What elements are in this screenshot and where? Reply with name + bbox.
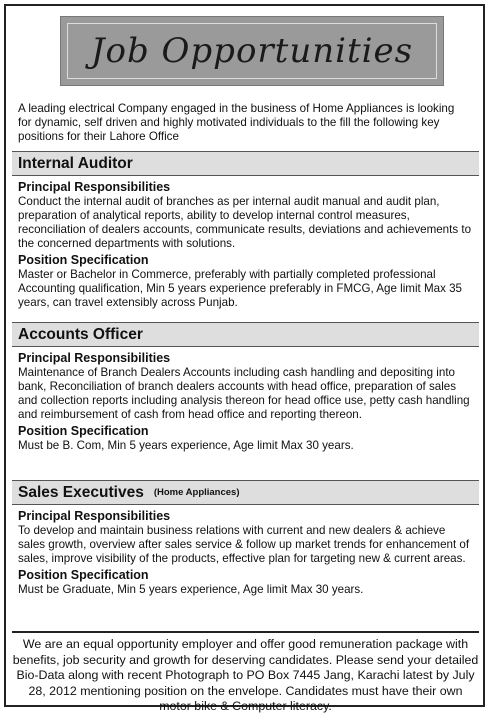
specification-label: Position Specification [18, 424, 149, 438]
specification-text: Master or Bachelor in Commerce, preferably with partially completed professional Accounting qualification, Min 5 years experience preferably in FMCG, Age limit Max 35 years, can travel extensibly across Punjab. [18, 268, 462, 309]
section-body-internal-auditor [18, 180, 473, 310]
intro-text: A leading electrical Company engaged in the business of Home Appliances is looking for dynamic, self driven and highly motivated individuals to the fill the following key positions for their Lahore Office [18, 102, 455, 143]
specification-label: Position Specification [18, 253, 149, 267]
specification-text: Must be B. Com, Min 5 years experience, Age limit Max 30 years. [18, 439, 354, 452]
responsibilities-label: Principal Responsibilities [18, 509, 171, 523]
responsibilities-text: To develop and maintain business relations with current and new dealers & achieve sales growth, overview after sales service & follow up market trends for enhancement of sales, improve visibility of the products, effective plan for targeting new & current areas. [18, 524, 470, 565]
page-title: Job Opportunities [90, 31, 414, 71]
position-subtitle: (Home Appliances) [153, 487, 240, 498]
position-title: Internal Auditor [18, 154, 133, 172]
job-advertisement [4, 4, 485, 713]
responsibilities-text: Conduct the internal audit of branches as per internal audit manual and audit plan, preparation of analytical reports, ability to develop internal control measures, reconciliation of dealers accounts, communicate results, deviations and achievements to the concerned departments with solutions. [18, 195, 472, 250]
section-header-internal-auditor [12, 151, 479, 176]
responsibilities-text: Maintenance of Branch Dealers Accounts including cash handling and depositing into bank, Reconciliation of branch dealers accounts with head office, preparation of sales and collection reports including analysis thereon for head office use, petty cash handling and reimbursement of cash from head office and reporting thereon. [18, 366, 470, 421]
title-banner [60, 16, 444, 86]
application-instructions: We are an equal opportunity employer and offer good remuneration package with benefits, job security and growth for deserving candidates. Please send your detailed Bio-Data along with recent Photograph to PO Box 7445 Jang, Karachi latest by July 28, 2012 mentioning position on the envelope. Candidates must have their own motor bike & Computer literacy. [12, 631, 479, 707]
responsibilities-label: Principal Responsibilities [18, 351, 171, 365]
position-title: Accounts Officer [18, 325, 143, 343]
section-body-sales-executives [18, 509, 473, 597]
specification-label: Position Specification [18, 568, 149, 582]
section-body-accounts-officer [18, 351, 473, 453]
section-header-sales-executives [12, 480, 479, 505]
responsibilities-label: Principal Responsibilities [18, 180, 171, 194]
position-title: Sales Executives [18, 483, 144, 501]
specification-text: Must be Graduate, Min 5 years experience, Age limit Max 30 years. [18, 583, 364, 596]
section-header-accounts-officer [12, 322, 479, 347]
